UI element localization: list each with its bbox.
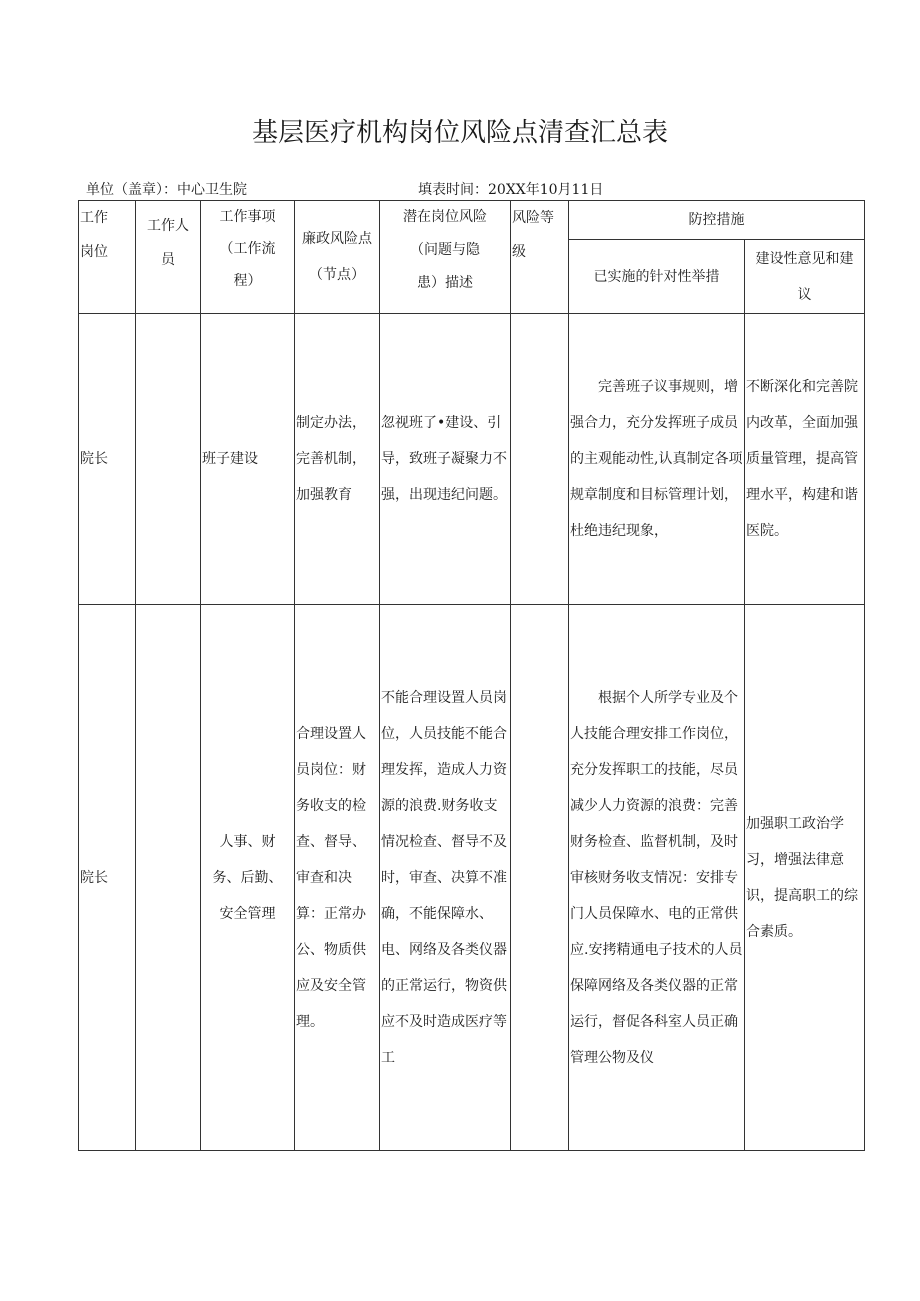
header-post: 工作 岗位 [79,201,136,314]
row2-person [136,605,201,1151]
row2-risk: 不能合理设置人员岗位，人员技能不能合理发挥，造成人力资源的浪费.财务收支情况检查、督导不及时，审查、决算不准确，不能保障水、电、网络及各类仪器的正常运行，物资供应不及时造成医疗等工 [380,605,511,1151]
header-level: 风险等 级 [511,201,569,314]
table-row [79,314,865,605]
header-row-1 [79,201,865,240]
row2-integrity: 合理设置人员岗位：财务收支的检查、督导、审查和决算：正常办公、物质供应及安全管理。 [295,605,380,1151]
row1-post: 院长 [79,314,136,605]
table-row [79,605,865,1151]
row1-matter: 班子建设 [201,314,295,605]
fill-date: 填表时间：20XX年10月11日 [418,182,604,198]
row2-suggestion: 加强职工政治学习，增强法律意识，提高职工的综合素质。 [745,605,865,1151]
row1-level [511,314,569,605]
page-title: 基层医疗机构岗位风险点清查汇总表 [251,118,668,148]
row2-matter: 人事、财务、后勤、安全管理 [201,605,295,1151]
row1-integrity: 制定办法， 完善机制， 加强教育 [295,314,380,605]
row1-implemented: 完善班子议事规则，增强合力，充分发挥班子成员的主观能动性,认真制定各项规章制度和目标管理计划，杜绝违纪现象， [569,314,745,605]
header-integrity: 廉政风险点 （节点） [295,201,380,314]
header-matter: 工作事项 （工作流 程） [201,201,295,314]
row2-implemented: 根据个人所学专业及个人技能合理安排工作岗位，充分发挥职工的技能，尽员减少人力资源的浪费：完善财务检查、监督机制，及时审核财务收支情况：安排专门人员保障水、电的正常供应.安拷精通电子技术的人员保障网络及各类仪器的正常运行，督促各科室人员正确管理公物及仪 [569,605,745,1151]
row2-level [511,605,569,1151]
risk-summary-table [78,200,865,1151]
header-measures: 防控措施 [569,201,865,240]
row1-risk: 忽视班了•建设、引导，致班子凝聚力不强，出现违纪问题。 [380,314,511,605]
header-suggestion: 建设性意见和建 议 [745,240,865,314]
header-risk: 潜在岗位风险 （问题与隐 患）描述 [380,201,511,314]
row1-suggestion: 不断深化和完善院内改革，全面加强质量管理，提高管理水平，构建和谐医院。 [745,314,865,605]
header-person: 工作人 员 [136,201,201,314]
unit-label: 单位（盖章）：中心卫生院 [86,182,247,198]
row1-person [136,314,201,605]
row2-post: 院长 [79,605,136,1151]
header-implemented: 已实施的针对性举措 [569,240,745,314]
